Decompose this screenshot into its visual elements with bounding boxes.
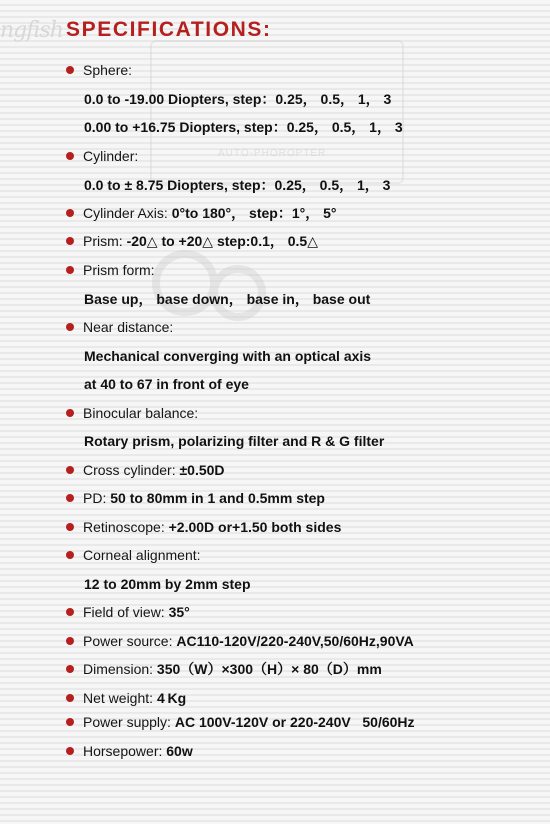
spec-prism-form-line-1: Base up， base down， base in， base out [84, 291, 371, 307]
spec-label: Horsepower: [83, 743, 163, 759]
spec-binocular-balance [66, 404, 198, 422]
spec-binocular-balance-line-1: Rotary prism, polarizing filter and R & G filter [84, 433, 385, 449]
bullet-icon [66, 523, 74, 531]
spec-label: Net weight: [83, 690, 154, 706]
spec-value: AC110-120V/220-240V,50/60Hz,90VA [176, 633, 414, 649]
bullet-icon [66, 494, 74, 502]
spec-value: ±0.50D [179, 462, 225, 478]
bullet-icon [66, 665, 74, 673]
bullet-icon [66, 152, 74, 160]
bullet-icon [66, 718, 74, 726]
spec-retinoscope [66, 518, 341, 536]
bullet-icon [66, 466, 74, 474]
device-label: AUTO-PHOROPTER [218, 148, 327, 159]
spec-value: -20△ to +20△ step:0.1， 0.5△ [126, 233, 318, 249]
spec-near-distance-line-1: Mechanical converging with an optical axis [84, 348, 372, 364]
bullet-icon [66, 694, 74, 702]
bullet-icon [66, 551, 74, 559]
spec-label: Power source: [83, 633, 173, 649]
spec-label: Binocular balance: [83, 405, 199, 421]
spec-label: Corneal alignment: [83, 547, 201, 563]
spec-label: Cross cylinder: [83, 462, 176, 478]
spec-corneal-alignment [66, 546, 201, 564]
spec-prism-form [66, 261, 155, 279]
spec-value: 4 Kg [156, 690, 187, 706]
page-title: SPECIFICATIONS: [66, 18, 272, 41]
spec-prism [66, 232, 318, 250]
spec-sphere [66, 61, 132, 79]
bullet-icon [66, 747, 74, 755]
spec-cylinder-line-1: 0.0 to ± 8.75 Diopters, step：0.25， 0.5， 1， 3 [84, 177, 391, 193]
spec-sphere-line-2: 0.00 to +16.75 Diopters, step：0.25， 0.5， 1， 3 [84, 119, 403, 135]
spec-value: 50 to 80mm in 1 and 0.5mm step [110, 490, 325, 506]
watermark-logo: ngfish [0, 18, 63, 43]
spec-label: Sphere: [83, 62, 133, 78]
bullet-icon [66, 637, 74, 645]
spec-label: Field of view: [83, 604, 165, 620]
spec-label: Prism form: [83, 262, 155, 278]
spec-value: 350（W）×300（H）× 80（D）mm [156, 661, 382, 677]
spec-label: Prism: [83, 233, 123, 249]
spec-cylinder [66, 147, 138, 165]
bullet-icon [66, 209, 74, 217]
spec-horsepower [66, 742, 193, 760]
spec-value: 60w [166, 743, 193, 759]
spec-label: Dimension: [83, 661, 154, 677]
spec-cylinder-axis [66, 204, 336, 222]
bullet-icon [66, 266, 74, 274]
bullet-icon [66, 409, 74, 417]
spec-dimension [66, 660, 382, 678]
bullet-icon [66, 608, 74, 616]
spec-power-supply [66, 713, 415, 731]
spec-corneal-alignment-line-1: 12 to 20mm by 2mm step [84, 576, 251, 592]
spec-label: Cylinder Axis: [83, 205, 168, 221]
spec-value: 35° [168, 604, 190, 620]
spec-near-distance-line-2: at 40 to 67 in front of eye [84, 376, 249, 392]
spec-value: AC 100V-120V or 220-240V 50/60Hz [174, 714, 415, 730]
spec-label: Cylinder: [83, 148, 139, 164]
spec-pd [66, 489, 325, 507]
spec-label: PD: [83, 490, 107, 506]
spec-sphere-line-1: 0.0 to -19.00 Diopters, step：0.25， 0.5， 1， 3 [84, 91, 392, 107]
spec-label: Near distance: [83, 319, 174, 335]
bullet-icon [66, 66, 74, 74]
spec-label: Retinoscope: [83, 519, 165, 535]
spec-label: Power supply: [83, 714, 171, 730]
spec-near-distance [66, 318, 173, 336]
spec-value: +2.00D or+1.50 both sides [168, 519, 342, 535]
spec-cross-cylinder [66, 461, 225, 479]
spec-power-source [66, 632, 414, 650]
spec-value: 0°to 180°， step：1°， 5° [171, 205, 337, 221]
spec-net-weight [66, 689, 186, 707]
spec-field-of-view [66, 603, 190, 621]
bullet-icon [66, 237, 74, 245]
bullet-icon [66, 323, 74, 331]
